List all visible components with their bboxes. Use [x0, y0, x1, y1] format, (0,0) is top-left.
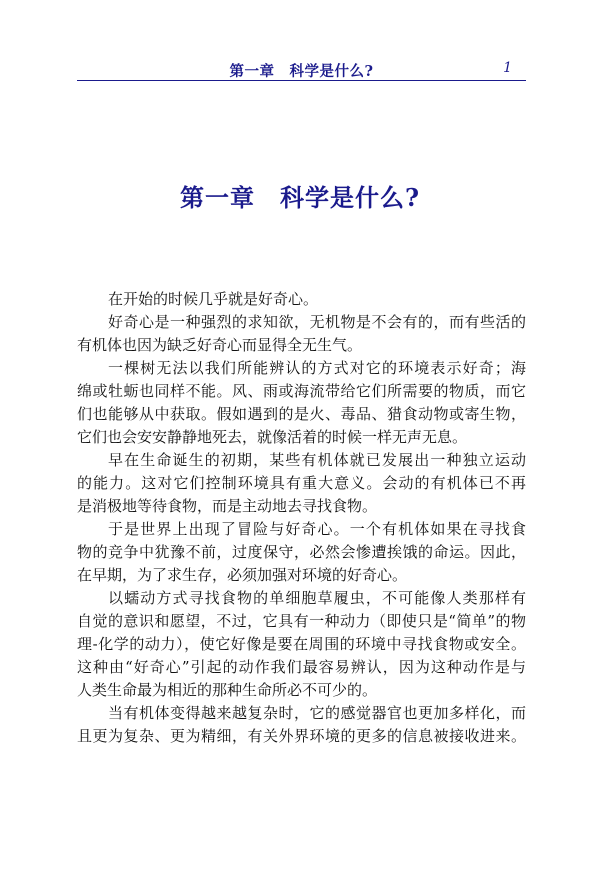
- text-line: 自觉的意识和愿望，不过，它具有一种动力（即使只是“简单”的物: [77, 612, 526, 630]
- paragraph: [77, 449, 526, 518]
- paragraph: [77, 288, 526, 311]
- page-number: 1: [503, 60, 512, 76]
- paragraph: [77, 518, 526, 587]
- paragraph: [77, 357, 526, 449]
- text-line: 好奇心是一种强烈的求知欲，无机物是不会有的，而有些活的: [108, 313, 526, 331]
- paragraph: [77, 311, 526, 357]
- text-line: 于是世界上出现了冒险与好奇心。一个有机体如果在寻找食: [108, 520, 526, 538]
- text-line: 一棵树无法以我们所能辨认的方式对它的环境表示好奇；海: [108, 359, 526, 377]
- text-line: 这种由“好奇心”引起的动作我们最容易辨认，因为这种动作是与: [77, 658, 526, 676]
- text-line: 在早期，为了求生存，必须加强对环境的好奇心。: [77, 566, 408, 584]
- text-line: 是消极地等待食物，而是主动地去寻找食物。: [77, 497, 378, 515]
- text-line: 理-化学的动力），使它好像是要在周围的环境中寻找食物或安全。: [77, 635, 526, 653]
- text-line: 的能力。这对它们控制环境具有重大意义。会动的有机体已不再: [77, 474, 526, 492]
- text-line: 早在生命诞生的初期，某些有机体就已发展出一种独立运动: [108, 451, 526, 469]
- text-line: 以蠕动方式寻找食物的单细胞草履虫，不可能像人类那样有: [108, 589, 526, 607]
- body-text: [77, 288, 526, 748]
- text-line: 们也能够从中获取。假如遇到的是火、毒品、猎食动物或寄生物，: [77, 405, 526, 423]
- text-line: 在开始的时候几乎就是好奇心。: [108, 290, 319, 308]
- text-line: 绵或牡蛎也同样不能。风、雨或海流带给它们所需要的物质，而它: [77, 382, 526, 400]
- running-title: 第一章 科学是什么?: [229, 63, 374, 80]
- chapter-title: 第一章 科学是什么?: [179, 183, 421, 212]
- text-line: 物的竞争中犹豫不前，过度保守，必然会惨遭挨饿的命运。因此，: [77, 543, 526, 561]
- header-rule: [77, 80, 526, 81]
- running-header: [77, 58, 526, 80]
- paragraph: [77, 702, 526, 748]
- text-line: 当有机体变得越来越复杂时，它的感觉器官也更加多样化，而: [108, 704, 526, 722]
- text-line: 有机体也因为缺乏好奇心而显得全无生气。: [77, 336, 363, 354]
- text-line: 且更为复杂、更为精细，有关外界环境的更多的信息被接收进来。: [77, 727, 526, 745]
- paragraph: [77, 587, 526, 702]
- text-line: 它们也会安安静静地死去，就像活着的时候一样无声无息。: [77, 428, 468, 446]
- text-line: 人类生命最为相近的那种生命所必不可少的。: [77, 681, 378, 699]
